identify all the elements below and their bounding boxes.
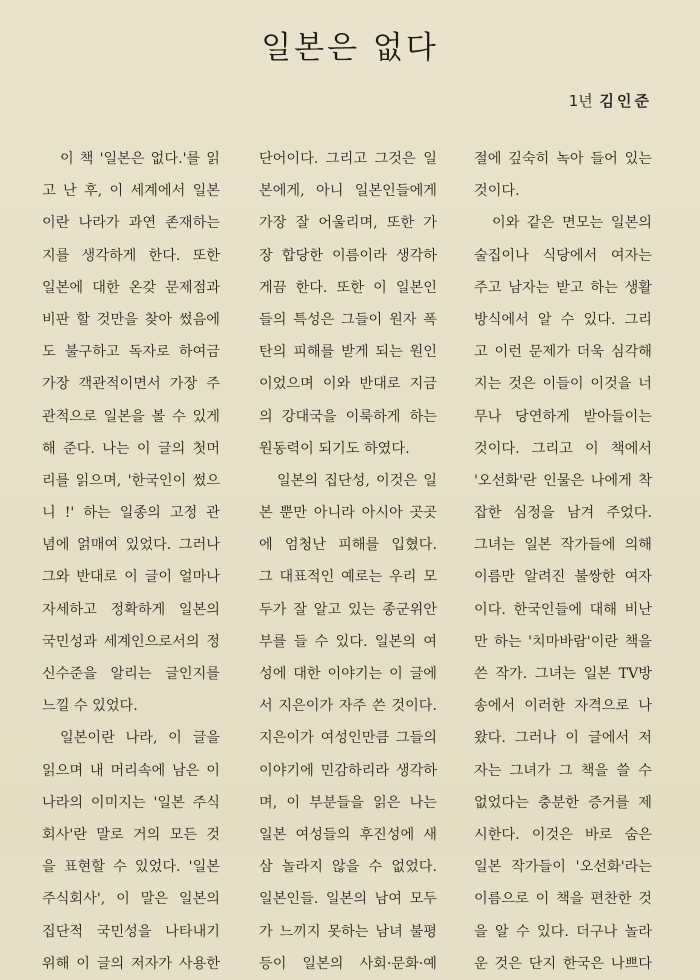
text-line: 지는 것은 이들이 이것을 너 xyxy=(474,376,652,393)
text-line: 만 하는 '치마바람'이란 책을 xyxy=(474,633,652,650)
text-line: 이란 나라가 과연 존재하는 xyxy=(42,215,220,232)
text-column-1 xyxy=(42,143,220,980)
text-line: 것이다. xyxy=(474,183,520,200)
text-line: 그녀는 일본 작가들에 의해 xyxy=(474,537,652,554)
text-line: 고 난 후, 이 세계에서 일본 xyxy=(42,183,220,200)
text-line: 집단적 국민성을 나타내기 xyxy=(42,923,220,940)
author-byline xyxy=(569,90,652,111)
text-line: 위해 이 글의 저자가 사용한 xyxy=(42,955,220,972)
text-line: '오선화'란 인물은 나에게 착 xyxy=(474,472,652,489)
text-line: 절에 깊숙히 녹아 들어 있는 xyxy=(474,151,652,167)
text-column-2 xyxy=(259,143,437,980)
text-line: 니 !' 하는 일종의 고정 관 xyxy=(42,505,220,522)
text-line: 술집이나 식당에서 여자는 xyxy=(474,247,652,264)
text-line: 왔다. 그러나 이 글에서 저 xyxy=(474,730,652,747)
text-line: 지은이가 여성인만큼 그들의 xyxy=(259,730,437,747)
text-line: 쓴 작가. 그녀는 일본 TV방 xyxy=(474,666,652,682)
text-line: 가장 잘 어울리며, 또한 가 xyxy=(259,215,437,232)
text-line: 탄의 피해를 받게 되는 원인 xyxy=(259,344,437,361)
text-line: 나라의 이미지는 '일본 주식 xyxy=(42,794,220,811)
text-line: 들의 특성은 그들이 원자 폭 xyxy=(259,311,437,328)
text-line: 없었다는 충분한 증거를 제 xyxy=(474,794,652,811)
text-line: 일본인들. 일본의 남여 모두 xyxy=(259,891,437,908)
text-line: 삼 놀라지 않을 수 없었다. xyxy=(259,859,437,876)
text-line: 잡한 심정을 남겨 주었다. xyxy=(474,505,652,522)
text-column-3 xyxy=(474,143,652,980)
text-line: 지를 생각하게 한다. 또한 xyxy=(42,247,220,264)
text-line: 느낄 수 있었다. xyxy=(42,698,138,715)
text-line: 원동력이 되기도 하였다. xyxy=(259,440,410,457)
text-line: 비판 할 것만을 찾아 썼음에 xyxy=(42,311,220,328)
text-line: 이와 같은 면모는 일본의 xyxy=(492,215,652,232)
text-line: 그 대표적인 예로는 우리 모 xyxy=(259,569,437,586)
text-line: 자는 그녀가 그 책을 쓸 수 xyxy=(474,762,652,779)
text-line: 것이다. 그리고 이 책에서 xyxy=(474,440,652,457)
text-line: 이 책 '일본은 없다.'를 읽 xyxy=(60,151,220,167)
text-line: 운 것은 단지 한국은 나쁘다 xyxy=(474,955,652,972)
text-line: 가 느끼지 못하는 남녀 불평 xyxy=(259,923,437,940)
text-line: 신수준을 알리는 글인지를 xyxy=(42,666,220,682)
text-line: 의 강대국을 이룩하게 하는 xyxy=(259,408,437,425)
text-line: 이름만 알려진 불쌍한 여자 xyxy=(474,569,652,586)
text-line: 관적으로 일본을 볼 수 있게 xyxy=(42,408,220,425)
text-line: 등이 일본의 사회·문화·예 xyxy=(259,955,437,972)
text-line: 에 엄청난 피해를 입혔다. xyxy=(259,537,437,554)
text-line: 주식회사', 이 말은 일본의 xyxy=(42,891,220,908)
text-line: 일본이란 나라, 이 글을 xyxy=(60,730,220,747)
text-line: 도 불구하고 독자로 하여금 xyxy=(42,344,220,361)
author-grade: 1년 xyxy=(568,92,593,110)
text-line: 무나 당연하게 받아들이는 xyxy=(474,408,652,425)
text-line: 부를 들 수 있다. 일본의 여 xyxy=(259,633,437,650)
text-line: 자세하고 정확하게 일본의 xyxy=(42,601,220,618)
text-line: 게끔 한다. 또한 이 일본인 xyxy=(259,279,437,296)
text-line: 읽으며 내 머리속에 남은 이 xyxy=(42,762,220,779)
text-line: 해 준다. 나는 이 글의 첫머 xyxy=(42,440,220,457)
text-line: 이었으며 이와 반대로 지금 xyxy=(259,376,437,393)
text-line: 며, 이 부분들을 읽은 나는 xyxy=(259,794,437,811)
text-line: 그와 반대로 이 글이 얼마나 xyxy=(42,569,220,586)
text-line: 본에게, 아니 일본인들에게 xyxy=(259,183,437,200)
text-line: 이야기에 민감하리라 생각하 xyxy=(259,762,437,779)
text-line: 이름으로 이 책을 편찬한 것 xyxy=(474,891,652,908)
text-line: 성에 대한 이야기는 이 글에 xyxy=(259,666,437,682)
text-line: 을 표현할 수 있었다. '일본 xyxy=(42,859,220,876)
text-line: 국민성과 세계인으로서의 정 xyxy=(42,633,220,650)
text-line: 념에 얽매여 있었다. 그러나 xyxy=(42,537,220,554)
text-line: 일본에 대한 온갖 문제점과 xyxy=(42,279,220,296)
text-line: 일본의 집단성, 이것은 일 xyxy=(277,472,437,489)
text-line: 회사'란 말로 거의 모든 것 xyxy=(42,826,220,843)
text-line: 가장 객관적이면서 가장 주 xyxy=(42,376,220,393)
text-line: 일본 작가들이 '오선화'라는 xyxy=(474,859,652,876)
text-line: 본 뿐만 아니라 아시아 곳곳 xyxy=(259,505,437,522)
text-line: 고 이런 문제가 더욱 심각해 xyxy=(474,344,652,361)
text-line: 두가 잘 알고 있는 종군위안 xyxy=(259,601,437,618)
page-title: 일본은 없다 xyxy=(261,30,439,66)
text-line: 방식에서 알 수 있다. 그리 xyxy=(474,311,652,328)
text-line: 서 지은이가 자주 쓴 것이다. xyxy=(259,698,437,715)
text-line: 이다. 한국인들에 대해 비난 xyxy=(474,601,652,618)
text-line: 장 합당한 이름이라 생각하 xyxy=(259,247,437,264)
text-line: 일본 여성들의 후진성에 새 xyxy=(259,826,437,843)
text-line: 을 알 수 있다. 더구나 놀라 xyxy=(474,923,652,940)
text-line: 송에서 이러한 자격으로 나 xyxy=(474,698,652,715)
author-name: 김인준 xyxy=(599,92,652,110)
text-line: 리를 읽으며, '한국인이 썼으 xyxy=(42,472,220,489)
text-line: 시한다. 이것은 바로 숨은 xyxy=(474,826,652,843)
text-line: 주고 남자는 받고 하는 생활 xyxy=(474,279,652,296)
text-line: 단어이다. 그리고 그것은 일 xyxy=(259,151,437,167)
